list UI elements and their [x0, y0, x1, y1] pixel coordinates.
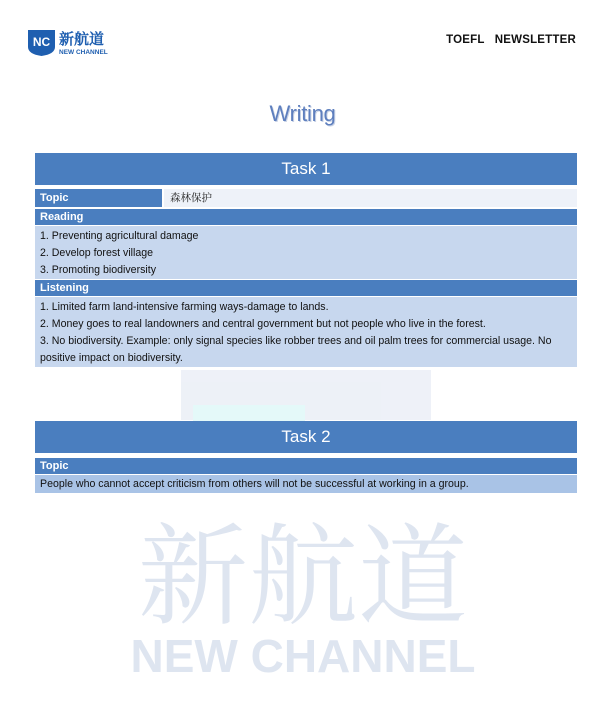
task2-topic-label: Topic [35, 458, 577, 474]
brand-logo [27, 27, 122, 57]
listening-item: 1. Limited farm land-intensive farming ways-damage to lands. [40, 301, 329, 313]
task1-header: Task 1 [35, 153, 577, 185]
watermark-cn: 新航道 [138, 513, 468, 641]
task1-reading-list [35, 226, 577, 279]
listening-item: 2. Money goes to real landowners and central government but not people who live in the forest. [40, 318, 486, 330]
logo-en-text: NEW CHANNEL [59, 49, 108, 56]
task2-header: Task 2 [35, 421, 577, 453]
task1-listening-list [35, 297, 577, 367]
newsletter-label: TOEFL NEWSLETTER [446, 34, 576, 46]
reading-item: 3. Promoting biodiversity [40, 264, 156, 276]
page-title: Writing [269, 101, 336, 126]
logo-cn-text: 新航道 [59, 30, 105, 48]
reading-item: 2. Develop forest village [40, 247, 154, 259]
task2-topic-value: People who cannot accept criticism from others will not be successful at working in a group. [35, 475, 577, 493]
logo-badge-text: NC [32, 35, 51, 49]
logo-badge-icon [28, 30, 55, 56]
watermark-en: NEW CHANNEL [130, 630, 476, 682]
listening-item: 3. No biodiversity. Example: only signal species like robber trees and oil palm trees for commercial usage. No positive impact on biodiversity. [40, 335, 552, 364]
task1-listening-label: Listening [35, 280, 577, 296]
task1-reading-label: Reading [35, 209, 577, 225]
watermark-logo-shape [181, 370, 431, 423]
reading-item: 1. Preventing agricultural damage [40, 230, 199, 242]
task1-topic-label: Topic [35, 189, 162, 207]
task1-topic-value: 森林保护 [164, 189, 577, 207]
